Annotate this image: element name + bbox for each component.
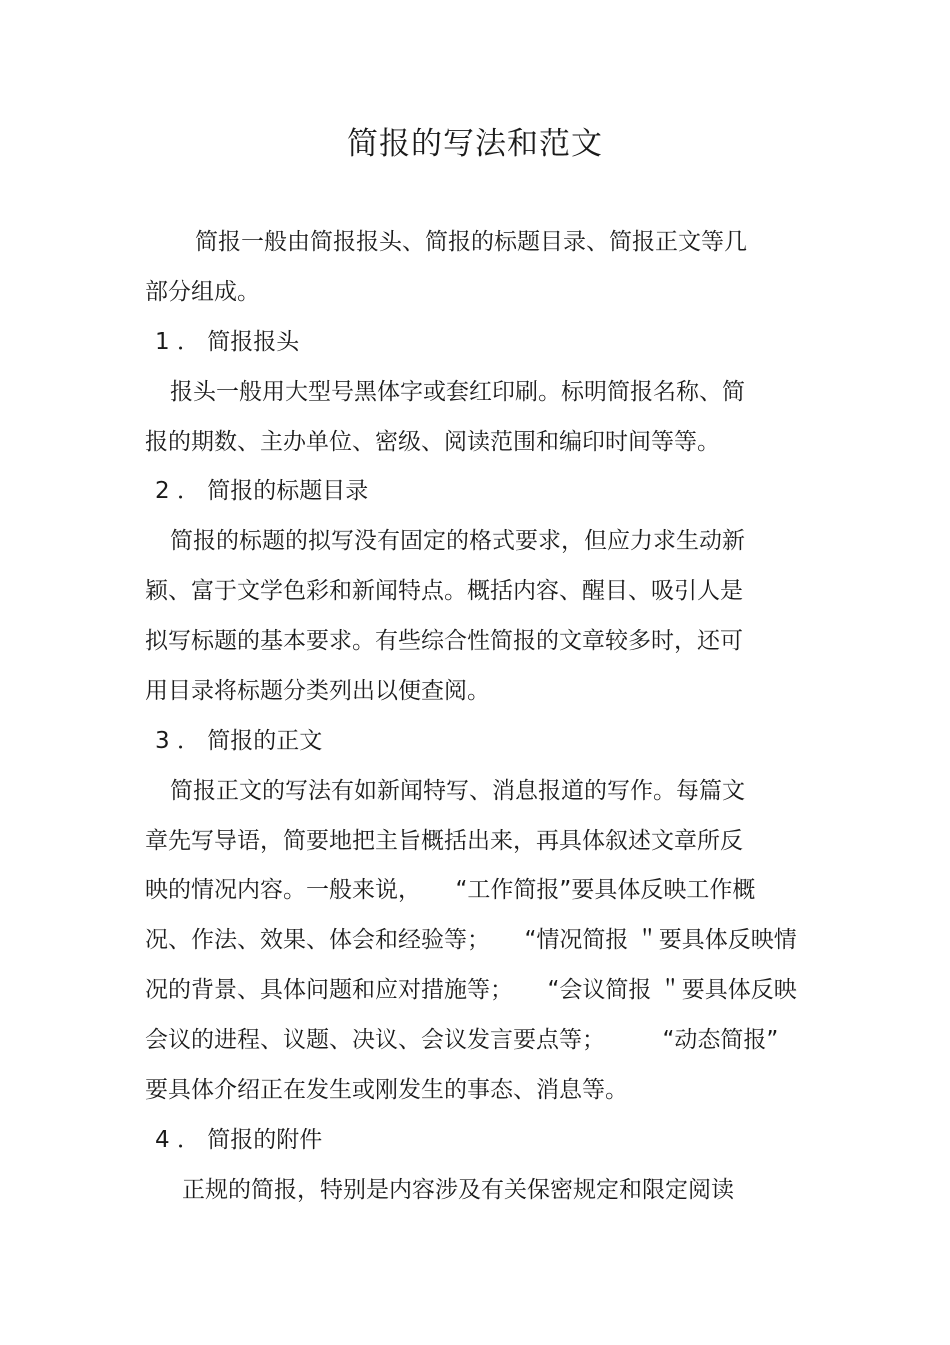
- paragraph-line: 简报一般由简报报头、简报的标题目录、简报正文等几: [195, 229, 747, 255]
- paragraph-line: 正规的简报，特别是内容涉及有关保密规定和限定阅读: [182, 1177, 734, 1203]
- section-heading: 3 ． 简报的正文: [155, 728, 323, 754]
- paragraph-line: 会议的进程、议题、决议、会议发言要点等； “动态简报”: [145, 1027, 779, 1053]
- paragraph-line: 况、作法、效果、体会和经验等； “情况简报 ＂要具体反映情: [145, 927, 797, 953]
- paragraph-line: 简报的标题的拟写没有固定的格式要求，但应力求生动新: [170, 528, 745, 554]
- section-heading: 1 ． 简报报头: [155, 329, 300, 355]
- section-heading: 4 ． 简报的附件: [155, 1127, 323, 1153]
- paragraph-line: 简报正文的写法有如新闻特写、消息报道的写作。每篇文: [170, 778, 745, 804]
- paragraph-line: 章先写导语，简要地把主旨概括出来，再具体叙述文章所反: [145, 828, 743, 854]
- paragraph-line: 颖、富于文学色彩和新闻特点。概括内容、醒目、吸引人是: [145, 578, 743, 604]
- paragraph-line: 映的情况内容。一般来说， “工作简报”要具体反映工作概: [145, 877, 756, 903]
- paragraph-line: 用目录将标题分类列出以便查阅。: [145, 678, 490, 704]
- paragraph-line: 况的背景、具体问题和应对措施等； “会议简报 ＂要具体反映: [145, 977, 797, 1003]
- paragraph-line: 报头一般用大型号黑体字或套红印刷。标明简报名称、简: [170, 379, 745, 405]
- paragraph-line: 要具体介绍正在发生或刚发生的事态、消息等。: [145, 1077, 628, 1103]
- paragraph-line: 拟写标题的基本要求。有些综合性简报的文章较多时，还可: [145, 628, 743, 654]
- document-title: 简报的写法和范文: [347, 126, 603, 162]
- paragraph-line: 报的期数、主办单位、密级、阅读范围和编印时间等等。: [145, 429, 720, 455]
- paragraph-line: 部分组成。: [145, 279, 260, 305]
- section-heading: 2 ． 简报的标题目录: [155, 478, 369, 504]
